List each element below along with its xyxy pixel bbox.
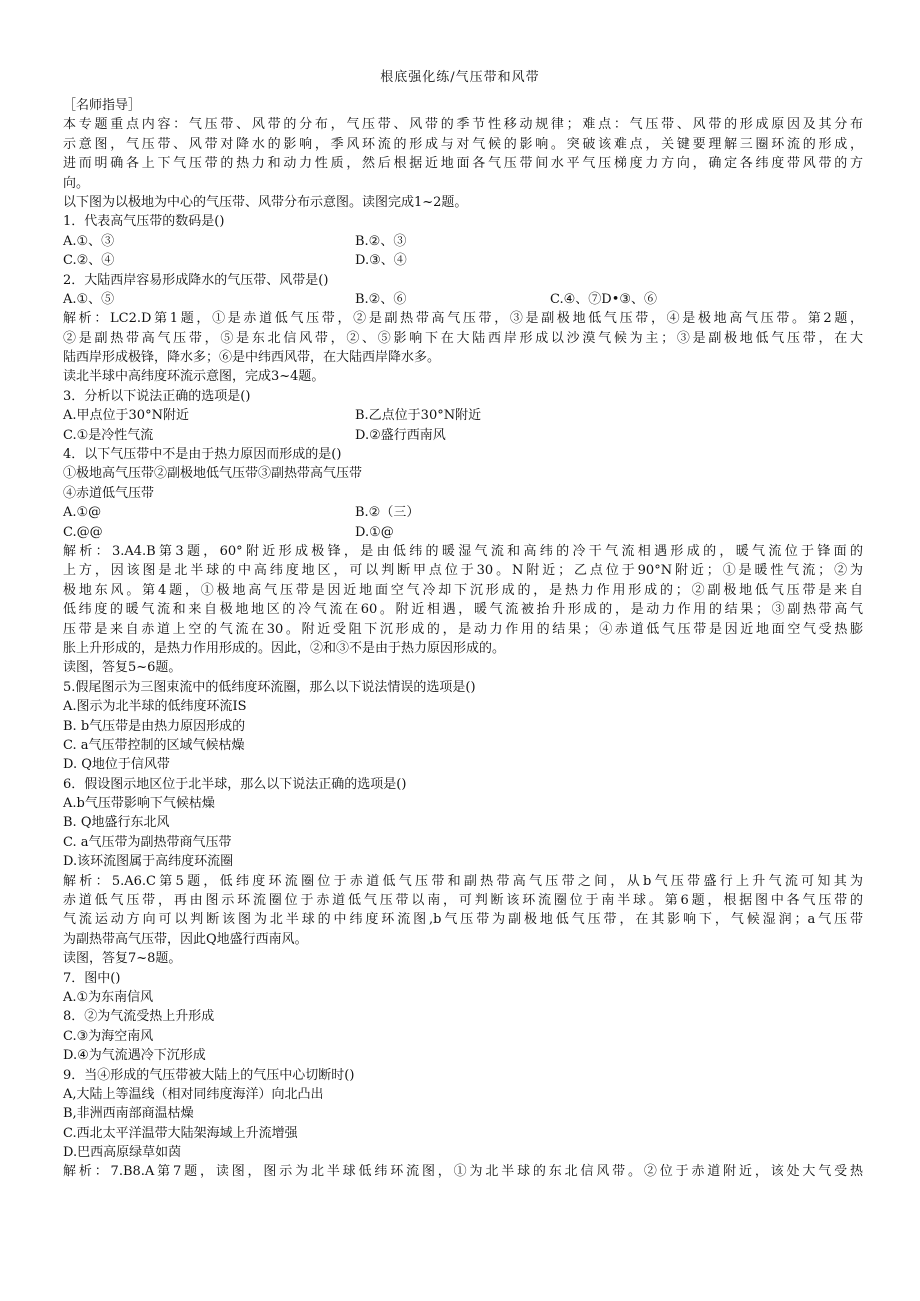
option-b: B.②、⑥: [355, 291, 407, 307]
question-9-stem: 9．当④形成的气压带被大陆上的气压中心切断时(): [63, 1067, 355, 1083]
intro-5-6: 读图，答复5~6题。: [63, 660, 182, 676]
answer-5-6-line: 为副热带高气压带，因此Q地盛行西南风。: [63, 931, 308, 947]
option-c: C. a气压带控制的区域气候枯燥: [63, 737, 245, 753]
option-d: D.②盛行西南风: [355, 427, 446, 443]
option-a: A.甲点位于30°N附近: [63, 408, 189, 424]
answer-5-6-line: 气流运动方向可以判断该图为北半球的中纬度环流图,b气压带为副极地低气压带，在其影响下，气候湿润；a气压带: [63, 912, 863, 928]
answer-1-2-line: ②是副热带高气压带，⑤是东北信风带，②、⑤影响下在大陆西岸形成以沙漠气候为主；③是副极地低气压带，在大: [63, 330, 863, 346]
guide-line: 向。: [63, 175, 90, 191]
question-4-options-row2: [63, 523, 863, 542]
option-d: D.③、④: [355, 253, 407, 269]
answer-5-6-line: 解析：5.A6.C第5题，低纬度环流圈位于赤道低气压带和副热带高气压带之间，从b气压带盛行上升气流可知其为: [63, 873, 863, 889]
answer-1-2-line: 解析：LC2.D第1题，①是赤道低气压带，②是副热带高气压带，③是副极地低气压带，④是极地高气压带。第2题，: [63, 311, 863, 327]
answer-3-4-line: 解析：3.A4.B第3题，60°附近形成极锋，是由低纬的暖湿气流和高纬的冷干气流相遇形成的，暖气流位于锋面的: [63, 543, 863, 559]
option-cd: C.④、⑦D•③、⑥: [550, 291, 658, 307]
option-d: D.巴西高原绿草如茵: [63, 1145, 182, 1161]
question-1-options-row1: [63, 232, 863, 251]
answer-1-2-line: 陆西岸形成极锋，降水多；⑥是中纬西风带，在大陆西岸降水多。: [63, 350, 441, 366]
question-4-items: ④赤道低气压带: [63, 485, 155, 501]
answer-3-4-line: 极地东风。第4题，①极地高气压带是因近地面空气冷却下沉形成的，是热力作用形成的；②副极地低气压带是来自: [63, 582, 863, 598]
guide-line: 示意图，气压带、风带对降水的影响，季风环流的形成与对气候的影响。突破该难点，关键要理解三圈环流的形成，: [63, 136, 863, 152]
option-a: A.图示为北半球的低纬度环流IS: [63, 699, 247, 715]
option-a: A.①@: [63, 505, 102, 521]
intro-7-8: 读图，答复7~8题。: [63, 951, 182, 967]
question-2-stem: 2．大陆西岸容易形成降水的气压带、风带是(): [63, 272, 329, 288]
option-b: B. b气压带是由热力原因形成的: [63, 718, 246, 734]
question-4-stem: 4．以下气压带中不是由于热力原因而形成的是(): [63, 447, 342, 463]
question-4-items: ①极地高气压带②副极地低气压带③副热带高气压带: [63, 466, 363, 482]
question-2-options: [63, 290, 863, 309]
option-b: B.②（三）: [355, 505, 420, 521]
question-5-stem: 5.假尾图示为三图束流中的低纬度环流圈，那么以下说法情误的选项是(): [63, 679, 476, 695]
answer-5-6-line: 赤道低气压带，再由图示环流圈位于赤道低气压带以南，可判断该环流圈位于南半球。第6题，根据图中各气压带的: [63, 893, 863, 909]
question-3-options-row1: [63, 406, 863, 425]
option-b: B. Q地盛行东北风: [63, 815, 170, 831]
option-c: C. a气压带为副热带商气压带: [63, 834, 232, 850]
answer-3-4-line: 低纬度的暖气流和来自极地地区的冷气流在60。附近相遇，暖气流被抬升形成的，是动力作用的结果；③副热带高气: [63, 602, 863, 618]
question-4-options-row1: [63, 503, 863, 522]
page-title: 根底强化练/气压带和风带: [380, 70, 540, 85]
answer-3-4-line: 胀上升形成的，是热力作用形成的。因此，②和③不是由于热力原因形成的。: [63, 640, 506, 656]
option-a: A,大陆上等温线（相对同纬度海洋）向北凸出: [63, 1086, 324, 1102]
option-c: C.③为海空南风: [63, 1028, 154, 1044]
answer-3-4-line: 压带是来自赤道上空的气流在30。附近受阻下沉形成的，是动力作用的结果；④赤道低气压带是因近地面空气受热膨: [63, 621, 863, 637]
option-d: D. Q地位于信风带: [63, 757, 170, 773]
option-d: D.该环流图属于高纬度环流圈: [63, 854, 234, 870]
question-3-stem: 3．分析以下说法正确的选项是(): [63, 388, 251, 404]
question-6-stem: 6．假设图示地区位于北半球，那么以下说法正确的选项是(): [63, 776, 407, 792]
option-b: B.乙点位于30°N附近: [355, 408, 482, 424]
option-c: C.②、④: [63, 253, 115, 269]
option-a: A.b气压带影响下气候枯燥: [63, 796, 215, 812]
guide-line: 进而明确各上下气压带的热力和动力性质，然后根据近地面各气压带间水平气压梯度力方向，确定各纬度带风带的方: [63, 156, 863, 172]
question-1-stem: 1．代表高气压带的数码是(): [63, 214, 225, 230]
intro-1-2: 以下图为以极地为中心的气压带、风带分布示意图。读图完成1~2题。: [63, 194, 468, 210]
option-c: C.@@: [63, 524, 103, 540]
answer-7-8-line: 解析：7.B8.A第7题，读图，图示为北半球低纬环流图，①为北半球的东北信风带。②位于赤道附近，该处大气受热: [63, 1164, 863, 1180]
option-d: D.④为气流遇冷下沉形成: [63, 1048, 206, 1064]
question-7-stem: 7．图中(): [63, 970, 121, 986]
option-c: C.西北太平洋温带大陆架海域上升流增强: [63, 1125, 298, 1141]
guide-line: 本专题重点内容：气压带、风带的分布，气压带、风带的季节性移动规律；难点：气压带、风带的形成原因及其分布: [63, 117, 863, 133]
option-b: B.②、③: [355, 233, 407, 249]
option-b: B,非洲西南部商温枯燥: [63, 1106, 194, 1122]
option-a: A.①为东南信风: [63, 989, 154, 1005]
guide-heading: ［名师指导］: [63, 98, 142, 113]
intro-3-4: 读北半球中高纬度环流示意图，完成3~4题。: [63, 369, 325, 385]
option-a: A.①、⑤: [63, 291, 115, 307]
question-8-stem: 8．②为气流受热上升形成: [63, 1009, 215, 1025]
option-c: C.①是冷性气流: [63, 427, 154, 443]
answer-3-4-line: 上方，因该图是北半球的中高纬度地区，可以判断甲点位于30。N附近；乙点位于90°N附近；①是暖性气流；②为: [63, 563, 863, 579]
document-body: [63, 96, 863, 1182]
option-d: D.①@: [355, 524, 394, 540]
option-a: A.①、③: [63, 233, 115, 249]
question-1-options-row2: [63, 251, 863, 270]
question-3-options-row2: [63, 426, 863, 445]
